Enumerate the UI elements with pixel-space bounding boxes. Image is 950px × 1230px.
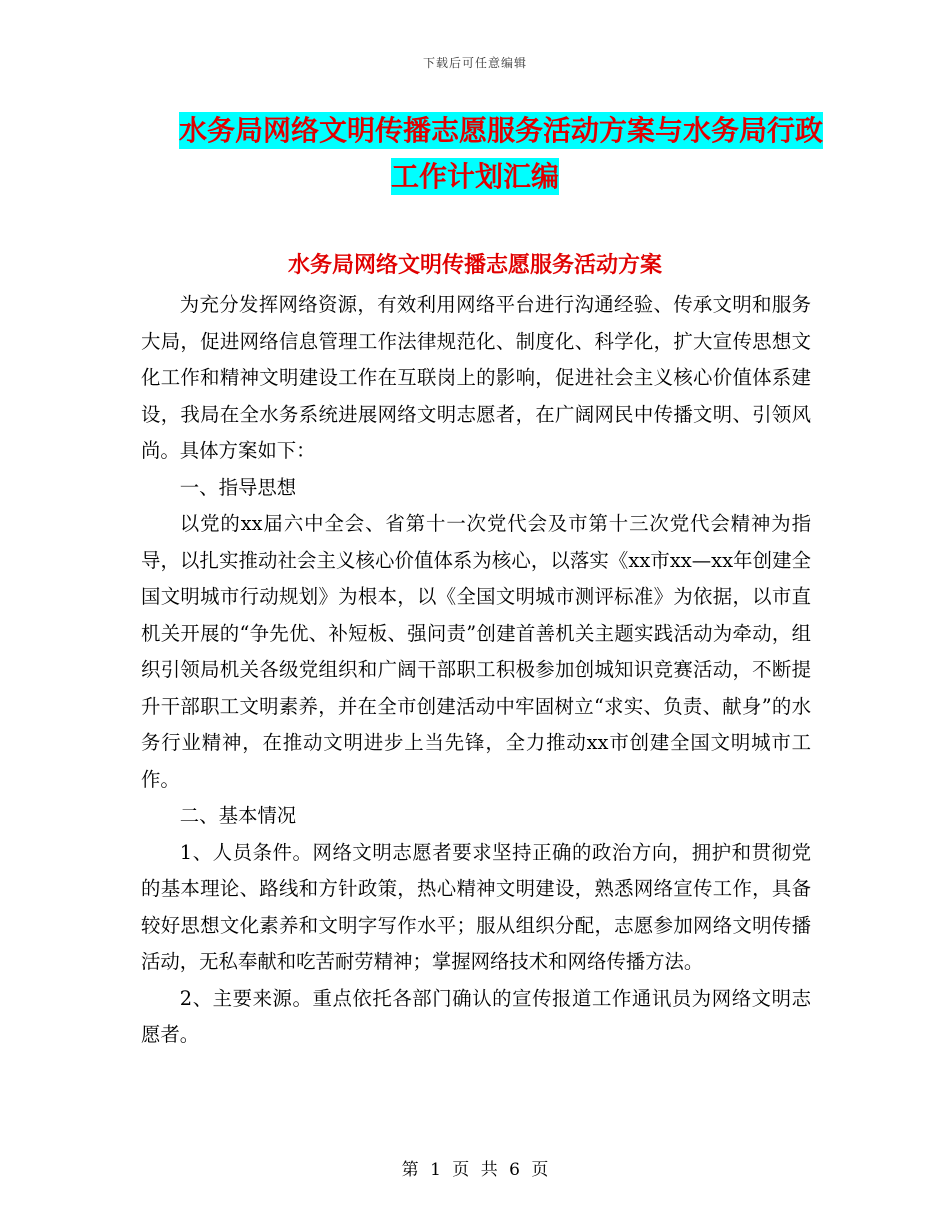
document-title-line-1: 水务局网络文明传播志愿服务活动方案与水务局行政 <box>178 114 823 147</box>
paragraph-guiding-ideology: 以党的xx届六中全会、省第十一次党代会及市第十三次党代会精神为指导，以扎实推动社会主义核心价值体系为核心，以落实《xx市xx—xx年创建全国文明城市行动规划》为根本，以《全国文明城市测评标准》为依据，以市直机关开展的“争先优、补短板、强问责”创建首善机关主题实践活动为牵动，组织引领局机关各级党组织和广阔干部职工积极参加创城知识竞赛活动，不断提升干部职工文明素养，并在全市创建活动中牢固树立“求实、负责、献身”的水务行业精神，在推动文明进步上当先锋，全力推动xx市创建全国文明城市工作。 <box>141 512 811 791</box>
heading-basic-situation: 二、基本情况 <box>179 804 297 827</box>
heading-guiding-ideology: 一、指导思想 <box>179 475 297 499</box>
page-header-note: 下载后可任意编辑 <box>422 56 527 70</box>
section-title: 水务局网络文明传播志愿服务活动方案 <box>287 253 662 278</box>
document-title-line-2: 工作计划汇编 <box>390 160 559 193</box>
paragraph-intro: 为充分发挥网络资源，有效利用网络平台进行沟通经验、传承文明和服务大局，促进网络信息管理工作法律规范化、制度化、科学化，扩大宣传思想文化工作和精神文明建设工作在互联岗上的影响，促进社会主义核心价值体系建设，我局在全水务系统进展网络文明志愿者，在广阔网民中传播文明、引领风尚。具体方案如下： <box>141 293 811 462</box>
paragraph-main-sources: 2、主要来源。重点依托各部门确认的宣传报道工作通讯员为网络文明志愿者。 <box>141 986 811 1046</box>
paragraph-personnel-conditions: 1、人员条件。网络文明志愿者要求坚持正确的政治方向，拥护和贯彻党的基本理论、路线和方针政策，热心精神文明建设，熟悉网络宣传工作，具备较好思想文化素养和文明字写作水平；服从组织分配，志愿参加网络文明传播活动，无私奉献和吃苦耐劳精神；掌握网络技术和网络传播方法。 <box>141 840 811 973</box>
document-body <box>141 287 811 1054</box>
page-number: 第 1 页 共 6 页 <box>401 1160 549 1180</box>
document-title <box>0 108 950 200</box>
